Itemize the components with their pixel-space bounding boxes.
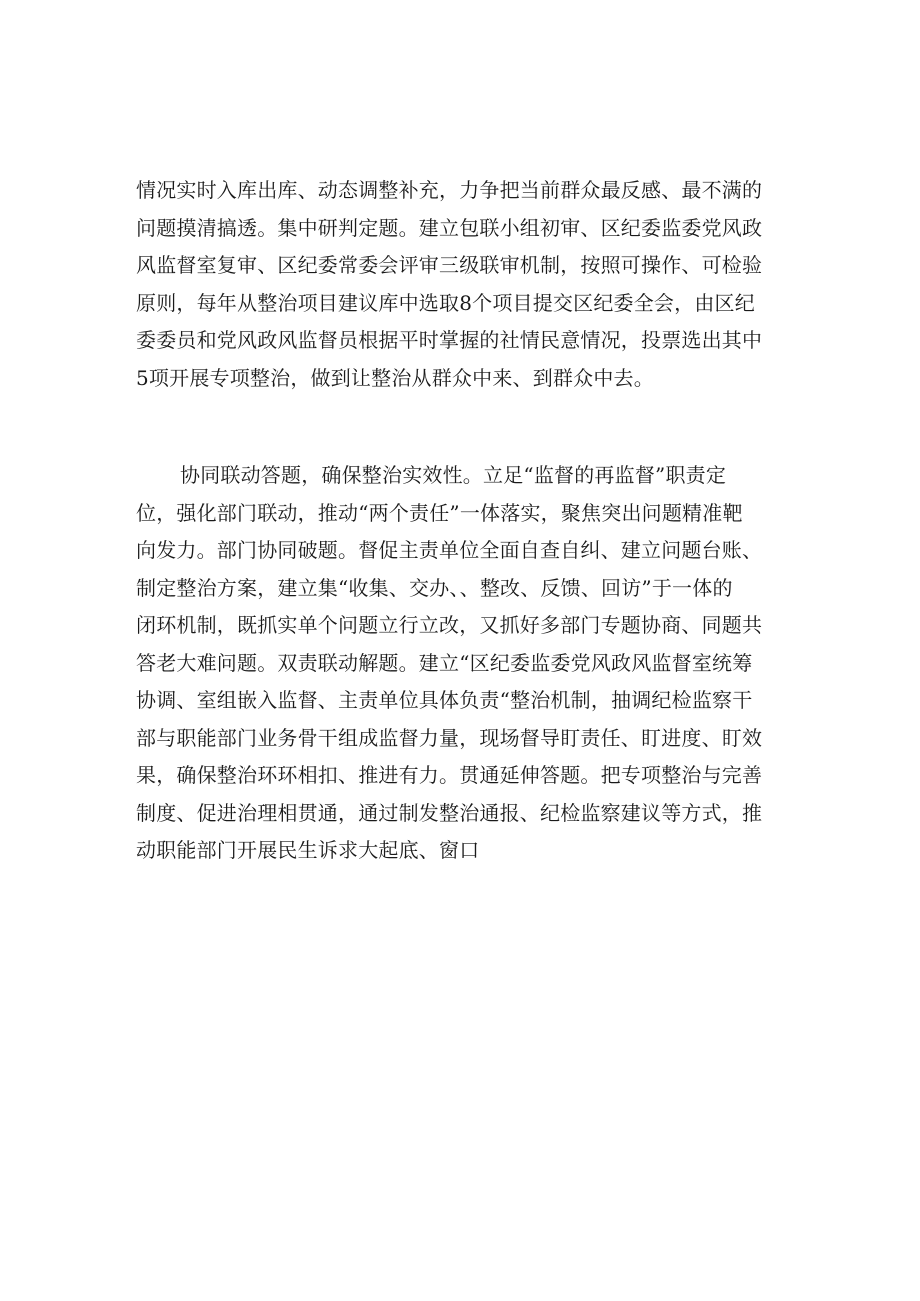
paragraph-line: 位，强化部门联动，推动“两个责任”一体落实，聚焦突出问题精准靶 (136, 500, 743, 525)
paragraph-line: 向发力。部门协同破题。督促主责单位全面自查自纠、建立问题台账、 (136, 538, 763, 562)
paragraph-line: 果，确保整治环环相扣、推进有力。贯通延伸答题。把专项整治与完善 (136, 763, 763, 787)
paragraph-line: 答老大难问题。双责联动解题。建立“区纪委监委党风政风监督室统筹 (136, 650, 753, 675)
paragraph-line: 情况实时入库出库、动态调整补充，力争把当前群众最反感、最不满的 (136, 178, 763, 202)
paragraph-line: 5项开展专项整治，做到让整治从群众中来、到群众中去。 (136, 365, 654, 390)
paragraph-line: 原则，每年从整治项目建议库中选取8个项目提交区纪委全会，由区纪 (136, 290, 755, 315)
paragraph-line: 风监督室复审、区纪委常委会评审三级联审机制，按照可操作、可检验 (136, 253, 763, 277)
paragraph-line: 委委员和党风政风监督员根据平时掌握的社情民意情况，投票选出其中 (136, 328, 763, 352)
paragraph-line: 制度、促进治理相贯通，通过制发整治通报、纪检监察建议等方式，推 (136, 800, 763, 825)
paragraph-line: 协调、室组嵌入监督、主责单位具体负责“整治机制，抽调纪检监察干 (136, 688, 753, 712)
paragraph-line: 协同联动答题，确保整治实效性。立足“监督的再监督”职责定 (180, 463, 727, 487)
paragraph-line: 部与职能部门业务骨干组成监督力量，现场督导盯责任、盯进度、盯效 (136, 725, 763, 750)
paragraph-line: 闭环机制，既抓实单个问题立行立改，又抓好多部门专题协商、同题共 (136, 613, 763, 637)
paragraph-line: 动职能部门开展民生诉求大起底、窗口 (136, 838, 480, 862)
paragraph-2 (136, 457, 796, 870)
paragraph-line: 问题摸清搞透。集中研判定题。建立包联小组初审、区纪委监委党风政 (136, 215, 763, 240)
paragraph-1 (136, 172, 796, 397)
paragraph-line: 制定整治方案，建立集“收集、交办、、整改、反馈、回访”于一体的 (136, 575, 733, 600)
